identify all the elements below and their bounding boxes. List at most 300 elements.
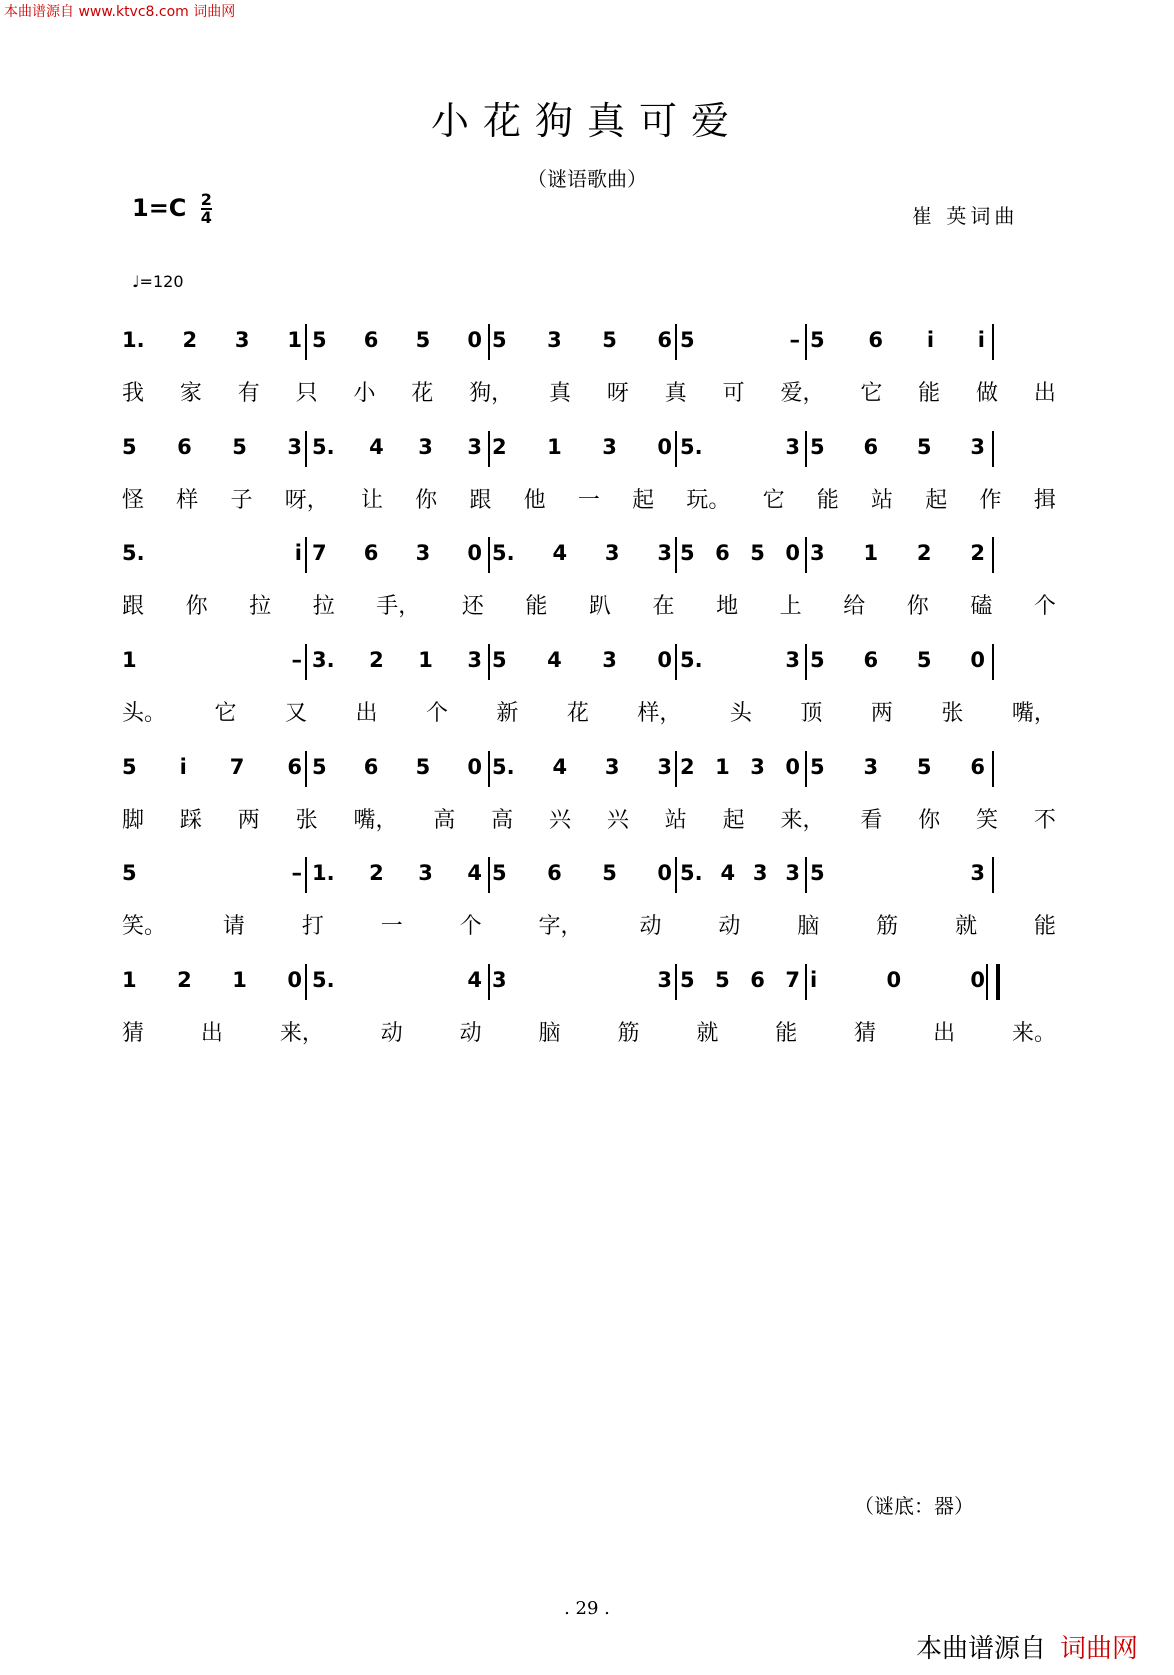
note: 5 [810, 328, 825, 352]
lyric-char: 踩 [179, 808, 202, 833]
lyric-char: 出 [1033, 381, 1056, 406]
note: 3 [602, 435, 617, 459]
score-row [0, 320, 1174, 430]
note: 3 [785, 648, 800, 672]
lyric-char: 看 [860, 808, 883, 833]
note: 1 [715, 755, 730, 779]
note: 5 [492, 328, 507, 352]
lyric-char: 兴 [549, 808, 572, 833]
note: 5 [122, 755, 137, 779]
note: 0 [785, 541, 800, 565]
lyric-char: 我 [122, 381, 145, 406]
note: 5 [122, 435, 137, 459]
lyric-char: 玩。 [686, 488, 731, 513]
lyric-char: 一 [577, 488, 600, 513]
lyric-char: 揖 [1033, 488, 1056, 513]
lyric-char: 能 [816, 488, 839, 513]
note: 3 [752, 861, 768, 885]
lyric-char: 头 [729, 701, 752, 726]
barline [488, 751, 490, 787]
note: 5. [312, 435, 335, 459]
barline [305, 751, 307, 787]
note: 3 [418, 435, 433, 459]
note: 7 [229, 755, 245, 779]
barline [675, 857, 677, 893]
note: 3 [970, 435, 985, 459]
lyric-char: 还 [461, 594, 484, 619]
tempo-marking: ♩=120 [132, 272, 184, 291]
note: 0 [467, 328, 482, 352]
note: 3 [234, 328, 250, 352]
measure [312, 640, 482, 680]
lyric-char: 猜 [854, 1021, 877, 1046]
lyric-char: 来。 [1011, 1021, 1056, 1046]
lyric-char: 脑 [538, 1021, 561, 1046]
note: 6 [363, 328, 379, 352]
note: 4 [720, 861, 736, 885]
note: 5 [810, 648, 825, 672]
barline [305, 644, 307, 680]
note: 6 [547, 861, 562, 885]
lyric-char: 家 [179, 381, 202, 406]
measure [312, 747, 482, 787]
lyric-char: 动 [380, 1021, 403, 1046]
barline [675, 751, 677, 787]
barline [305, 324, 307, 360]
barline [305, 431, 307, 467]
lyric-char: 它 [860, 381, 883, 406]
lyric-char: 两 [870, 701, 893, 726]
measure [492, 747, 672, 787]
footer-brand-source: 本曲谱源自 [915, 1634, 1046, 1664]
note: 0 [657, 648, 672, 672]
lyric-char: 你 [185, 594, 208, 619]
lyric-char: 来， [780, 808, 825, 833]
lyric-char: 只 [295, 381, 318, 406]
lyric-char: 嘴， [353, 808, 398, 833]
note: 5 [232, 435, 247, 459]
note: 4 [467, 968, 482, 992]
note: 2 [916, 541, 932, 565]
barline [488, 431, 490, 467]
lyric-char: 动 [459, 1021, 482, 1046]
barline [805, 644, 807, 680]
note: 0 [886, 968, 902, 992]
note: 5 [680, 541, 695, 565]
lyric-char: 它 [762, 488, 785, 513]
lyric-char: 他 [523, 488, 546, 513]
lyric-char: 脑 [797, 914, 820, 939]
note: 5. [680, 435, 703, 459]
note: 3 [750, 755, 765, 779]
note: 5 [750, 541, 765, 565]
score-row [0, 640, 1174, 750]
note: 2 [177, 968, 192, 992]
note: 3 [604, 755, 620, 779]
lyrics-line [122, 1016, 1056, 1047]
measure [492, 960, 672, 1000]
note: 3 [863, 755, 879, 779]
lyric-char: 站 [664, 808, 687, 833]
lyric-char: 能 [525, 594, 548, 619]
barline [488, 537, 490, 573]
note: – [291, 648, 302, 672]
note: 5 [492, 648, 507, 672]
measure [492, 427, 672, 467]
score-row [0, 960, 1174, 1070]
lyric-char: 站 [871, 488, 894, 513]
lyric-char: 个 [459, 914, 482, 939]
measure [810, 533, 985, 573]
lyric-char: 嘴， [1011, 701, 1056, 726]
note: i [977, 328, 985, 352]
lyric-char: 样， [637, 701, 682, 726]
note: 5 [715, 968, 730, 992]
measure [810, 320, 985, 360]
note: 4 [467, 861, 482, 885]
barline [305, 964, 307, 1000]
note: 4 [552, 755, 568, 779]
note: 3 [657, 968, 672, 992]
note: 3 [467, 435, 482, 459]
author-credit: 崔 英词曲 [912, 204, 1019, 228]
lyric-char: 做 [976, 381, 999, 406]
lyric-char: 起 [722, 808, 745, 833]
lyric-char: 给 [843, 594, 866, 619]
lyric-char: 你 [906, 594, 929, 619]
note: 6 [868, 328, 884, 352]
note: 5 [122, 861, 137, 885]
lyric-char: 趴 [588, 594, 611, 619]
measure [680, 427, 800, 467]
note: i [179, 755, 187, 779]
note: 4 [369, 435, 384, 459]
lyric-char: 地 [716, 594, 739, 619]
note: 5. [312, 968, 335, 992]
measure [680, 320, 800, 360]
measure [492, 640, 672, 680]
lyric-char: 拉 [249, 594, 272, 619]
measure [122, 427, 302, 467]
barline [805, 751, 807, 787]
lyric-char: 张 [295, 808, 318, 833]
lyric-char: 小 [353, 381, 376, 406]
note: 6 [363, 541, 379, 565]
measure [122, 640, 302, 680]
lyric-char: 筋 [876, 914, 899, 939]
footer-brand-site: 词曲网 [1059, 1634, 1138, 1664]
measure [680, 960, 800, 1000]
measure [492, 853, 672, 893]
note: 3 [287, 435, 302, 459]
lyrics-line [122, 803, 1056, 834]
lyric-char: 顶 [800, 701, 823, 726]
note: 5. [492, 755, 515, 779]
barline [992, 324, 994, 360]
measure [810, 960, 985, 1000]
lyric-char: 笑 [976, 808, 999, 833]
lyric-char: 脚 [122, 808, 145, 833]
lyric-char: 能 [775, 1021, 798, 1046]
lyric-char: 个 [1033, 594, 1056, 619]
lyric-char: 你 [918, 808, 941, 833]
lyric-char: 高 [433, 808, 456, 833]
lyric-char: 在 [652, 594, 675, 619]
note: 3 [467, 648, 482, 672]
barline [488, 964, 490, 1000]
note: 5 [680, 968, 695, 992]
measure [810, 853, 985, 893]
note: 3 [657, 541, 672, 565]
note: 0 [785, 755, 800, 779]
lyric-char: 又 [284, 701, 307, 726]
note: 1 [122, 968, 137, 992]
note: 6 [363, 755, 379, 779]
barline [675, 964, 677, 1000]
measure [680, 747, 800, 787]
barline [488, 644, 490, 680]
lyrics-line [122, 589, 1056, 620]
barline [992, 537, 994, 573]
note: 3 [785, 435, 800, 459]
note: 4 [547, 648, 562, 672]
note: 5 [312, 755, 327, 779]
measure [680, 533, 800, 573]
lyric-char: 张 [941, 701, 964, 726]
measure [122, 747, 302, 787]
measure [312, 533, 482, 573]
note: 0 [287, 968, 302, 992]
lyric-char: 筋 [617, 1021, 640, 1046]
barline [675, 431, 677, 467]
lyric-char: 有 [237, 381, 260, 406]
note: 5. [492, 541, 515, 565]
lyric-char: 你 [415, 488, 438, 513]
note: 6 [863, 648, 879, 672]
lyric-char: 出 [933, 1021, 956, 1046]
note: 6 [750, 968, 765, 992]
score-row [0, 427, 1174, 537]
note: 1. [122, 328, 145, 352]
lyric-char: 动 [718, 914, 741, 939]
note: 5 [602, 328, 617, 352]
barline [805, 857, 807, 893]
barline [992, 431, 994, 467]
measure [312, 853, 482, 893]
note: 5 [810, 435, 825, 459]
lyric-char: 两 [237, 808, 260, 833]
note: 5 [916, 648, 932, 672]
score-row [0, 747, 1174, 857]
lyric-char: 跟 [469, 488, 492, 513]
barline [992, 644, 994, 680]
barline [992, 857, 994, 893]
barline [805, 964, 807, 1000]
lyric-char: 真 [664, 381, 687, 406]
note: 5 [602, 861, 617, 885]
lyric-char: 呀， [284, 488, 329, 513]
lyric-char: 新 [496, 701, 519, 726]
lyrics-line [122, 909, 1056, 940]
measure [492, 533, 672, 573]
note: 1. [312, 861, 335, 885]
lyric-char: 起 [925, 488, 948, 513]
measure [312, 427, 482, 467]
note: 5 [810, 861, 825, 885]
note: 6 [287, 755, 302, 779]
lyric-char: 可 [722, 381, 745, 406]
note: 6 [970, 755, 985, 779]
measure [810, 747, 985, 787]
note: 1 [232, 968, 247, 992]
lyric-char: 花 [566, 701, 589, 726]
note: 5. [680, 648, 703, 672]
note: 0 [657, 435, 672, 459]
note: 1 [418, 648, 433, 672]
measure [810, 427, 985, 467]
note: 1 [287, 328, 302, 352]
lyric-char: 高 [491, 808, 514, 833]
lyric-char: 让 [360, 488, 383, 513]
lyric-char: 能 [1033, 914, 1056, 939]
note: – [789, 328, 800, 352]
note: 0 [970, 968, 985, 992]
lyric-char: 狗， [469, 381, 514, 406]
lyric-char: 作 [979, 488, 1002, 513]
song-subtitle: （谜语歌曲） [527, 167, 647, 191]
lyric-char: 笑。 [122, 914, 167, 939]
barline [675, 537, 677, 573]
song-title: 小花狗真可爱 [430, 99, 743, 143]
lyrics-line [122, 376, 1056, 407]
note: 3 [785, 861, 800, 885]
note: 5 [492, 861, 507, 885]
note: 1 [547, 435, 562, 459]
measure [122, 533, 302, 573]
note: 5 [680, 328, 695, 352]
lyric-char: 出 [355, 701, 378, 726]
lyric-char: 拉 [312, 594, 335, 619]
note: 7 [312, 541, 327, 565]
note: 3 [657, 755, 672, 779]
riddle-answer: （谜底：器） [854, 1494, 974, 1518]
note: 5 [415, 755, 431, 779]
note: 0 [467, 541, 482, 565]
lyric-char: 手， [376, 594, 421, 619]
note: 5 [810, 755, 825, 779]
note: 3 [602, 648, 617, 672]
lyric-char: 不 [1033, 808, 1056, 833]
time-signature-bottom: 4 [200, 208, 212, 227]
lyric-char: 猜 [122, 1021, 145, 1046]
lyric-char: 怪 [122, 488, 145, 513]
note: 2 [970, 541, 985, 565]
lyric-char: 出 [200, 1021, 223, 1046]
lyric-char: 样 [176, 488, 199, 513]
note: 6 [863, 435, 879, 459]
measure [680, 640, 800, 680]
measure [122, 853, 302, 893]
note: – [291, 861, 302, 885]
measure [492, 320, 672, 360]
note: 1 [122, 648, 137, 672]
note: 3. [312, 648, 335, 672]
note: 0 [467, 755, 482, 779]
barline [305, 857, 307, 893]
note: 3 [810, 541, 825, 565]
lyric-char: 真 [549, 381, 572, 406]
note: i [926, 328, 935, 352]
lyric-char: 就 [955, 914, 978, 939]
score-row [0, 853, 1174, 963]
lyric-char: 呀 [606, 381, 629, 406]
barline [992, 751, 994, 787]
barline [805, 324, 807, 360]
lyric-char: 上 [779, 594, 802, 619]
note: 5 [916, 435, 932, 459]
lyric-char: 起 [632, 488, 655, 513]
note: 3 [547, 328, 562, 352]
note: 3 [970, 861, 985, 885]
note: 6 [657, 328, 672, 352]
barline [805, 431, 807, 467]
note: 7 [785, 968, 800, 992]
time-signature-top: 2 [200, 190, 212, 209]
note: 5 [916, 755, 932, 779]
lyric-char: 子 [230, 488, 253, 513]
barline [488, 324, 490, 360]
lyric-char: 动 [639, 914, 662, 939]
score-row [0, 533, 1174, 643]
note: 0 [657, 861, 672, 885]
note: i [810, 968, 818, 992]
lyric-char: 它 [214, 701, 237, 726]
measure [312, 320, 482, 360]
lyric-char: 能 [918, 381, 941, 406]
note: 4 [552, 541, 568, 565]
lyric-char: 打 [301, 914, 324, 939]
note: 5. [680, 861, 703, 885]
lyric-char: 磕 [970, 594, 993, 619]
note: 5 [312, 328, 327, 352]
measure [122, 960, 302, 1000]
lyric-char: 字， [538, 914, 583, 939]
barline [675, 324, 677, 360]
note: 0 [970, 648, 985, 672]
note: 5 [415, 328, 431, 352]
note: 3 [415, 541, 431, 565]
note: i [294, 541, 302, 565]
measure [312, 960, 482, 1000]
final-barline [986, 964, 1000, 1000]
note: 5. [122, 541, 145, 565]
note: 6 [715, 541, 730, 565]
lyric-char: 爱， [780, 381, 825, 406]
note: 2 [492, 435, 507, 459]
note: 2 [369, 648, 384, 672]
page-number: . 29 . [564, 1598, 610, 1619]
note: 2 [182, 328, 198, 352]
lyric-char: 跟 [122, 594, 145, 619]
lyric-char: 一 [380, 914, 403, 939]
barline [305, 537, 307, 573]
lyric-char: 头。 [122, 701, 167, 726]
lyric-char: 就 [696, 1021, 719, 1046]
key-label: 1=C [132, 194, 187, 222]
note: 2 [369, 861, 384, 885]
lyrics-line [122, 696, 1056, 727]
lyric-char: 请 [222, 914, 245, 939]
